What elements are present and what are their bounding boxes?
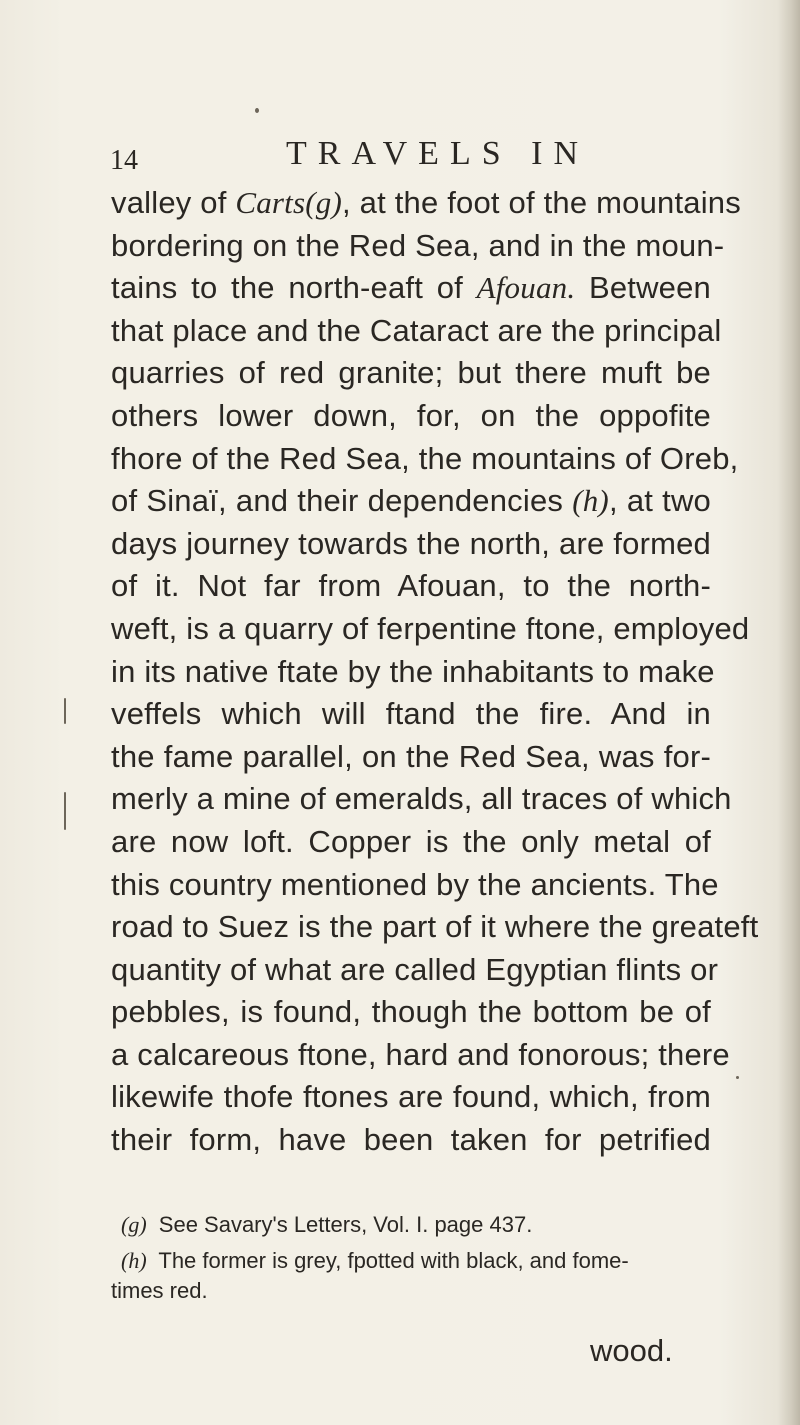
text-line (111, 949, 719, 992)
text-line-roman: merly a mine of emeralds, all traces of which (111, 781, 732, 817)
text-line-roman: road to Suez is the part of it where the greateft (111, 909, 759, 945)
footnote-g (111, 1210, 711, 1240)
catchword: wood. (590, 1333, 673, 1368)
text-line-roman: of it. Not far from Afouan, to the north- (111, 568, 711, 604)
main-text (111, 182, 759, 1162)
text-line-italic: (h) (572, 483, 609, 519)
text-line (111, 565, 711, 608)
text-line (111, 608, 750, 651)
footnotes (111, 1210, 711, 1306)
text-line-roman: of Sinaï, and their dependencies (111, 483, 573, 519)
footnote-h-text: The former is grey, fpotted with black, and fome- (158, 1248, 629, 1273)
text-line-roman: quantity of what are called Egyptian flints or (111, 951, 719, 987)
text-line (111, 395, 711, 438)
text-line (111, 310, 722, 353)
text-line (111, 864, 719, 907)
ink-speck (64, 698, 66, 724)
running-title: TRAVELS IN (286, 135, 589, 172)
text-line (111, 736, 711, 779)
text-line (111, 821, 711, 864)
page-number: 14 (110, 145, 138, 176)
page-edge-shadow (778, 0, 800, 1425)
text-line-roman-tail: , at the foot of the mountains (342, 185, 741, 220)
text-line-roman: pebbles, is found, though the bottom be of (111, 994, 711, 1030)
text-line (111, 1034, 730, 1077)
footnote-g-text: See Savary's Letters, Vol. I. page 437. (158, 1212, 533, 1237)
text-line (111, 523, 711, 566)
text-line (111, 352, 711, 395)
text-line (111, 1076, 711, 1119)
text-line-italic: Carts(g) (235, 185, 343, 220)
text-line-roman: tains to the north-eaft of (111, 270, 477, 306)
text-line (111, 906, 759, 949)
text-line (111, 438, 739, 481)
text-line (111, 1119, 711, 1162)
text-line-roman: in its native ftate by the inhabitants to make (111, 653, 715, 689)
ink-speck (64, 792, 66, 830)
text-line-roman: the fame parallel, on the Red Sea, was for- (111, 738, 711, 774)
text-line (111, 991, 711, 1034)
footnote-h-continuation: times red. (111, 1278, 208, 1303)
text-line (111, 267, 711, 310)
ink-speck (736, 1076, 739, 1079)
footnote-h-mark: (h) (121, 1248, 147, 1273)
text-line (111, 651, 715, 694)
text-line-roman: a calcareous ftone, hard and fonorous; there (111, 1036, 730, 1072)
footnote-g-mark: (g) (121, 1212, 147, 1237)
footnote-h (111, 1246, 711, 1276)
text-line-roman: valley of (111, 185, 236, 220)
text-line-italic: Afouan. (476, 270, 576, 306)
text-line-roman-tail: , at two (608, 483, 711, 519)
text-line (111, 225, 725, 268)
page-header (110, 135, 710, 175)
text-line-roman: bordering on the Red Sea, and in the moun- (111, 227, 725, 263)
text-line-roman: that place and the Cataract are the principal (111, 312, 722, 348)
text-line-roman: quarries of red granite; but there muft be (111, 355, 711, 391)
text-line-roman: weft, is a quarry of ferpentine ftone, employed (111, 610, 750, 646)
ink-speck (255, 108, 259, 113)
text-line-roman: others lower down, for, on the oppofite (111, 397, 711, 433)
text-line-roman: veffels which will ftand the fire. And in (111, 696, 711, 732)
text-line-roman: fhore of the Red Sea, the mountains of Oreb, (111, 440, 739, 476)
text-line (111, 182, 741, 225)
text-line (111, 480, 711, 523)
text-line-roman: this country mentioned by the ancients. The (111, 866, 719, 902)
text-line-roman: days journey towards the north, are formed (111, 525, 711, 561)
text-line-roman: likewife thofe ftones are found, which, from (111, 1079, 711, 1115)
text-line-roman: are now loft. Copper is the only metal of (111, 823, 711, 859)
text-line-roman: their form, have been taken for petrified (111, 1122, 711, 1158)
text-line (111, 693, 711, 736)
text-line (111, 778, 732, 821)
text-line-roman-tail: Between (575, 270, 711, 306)
